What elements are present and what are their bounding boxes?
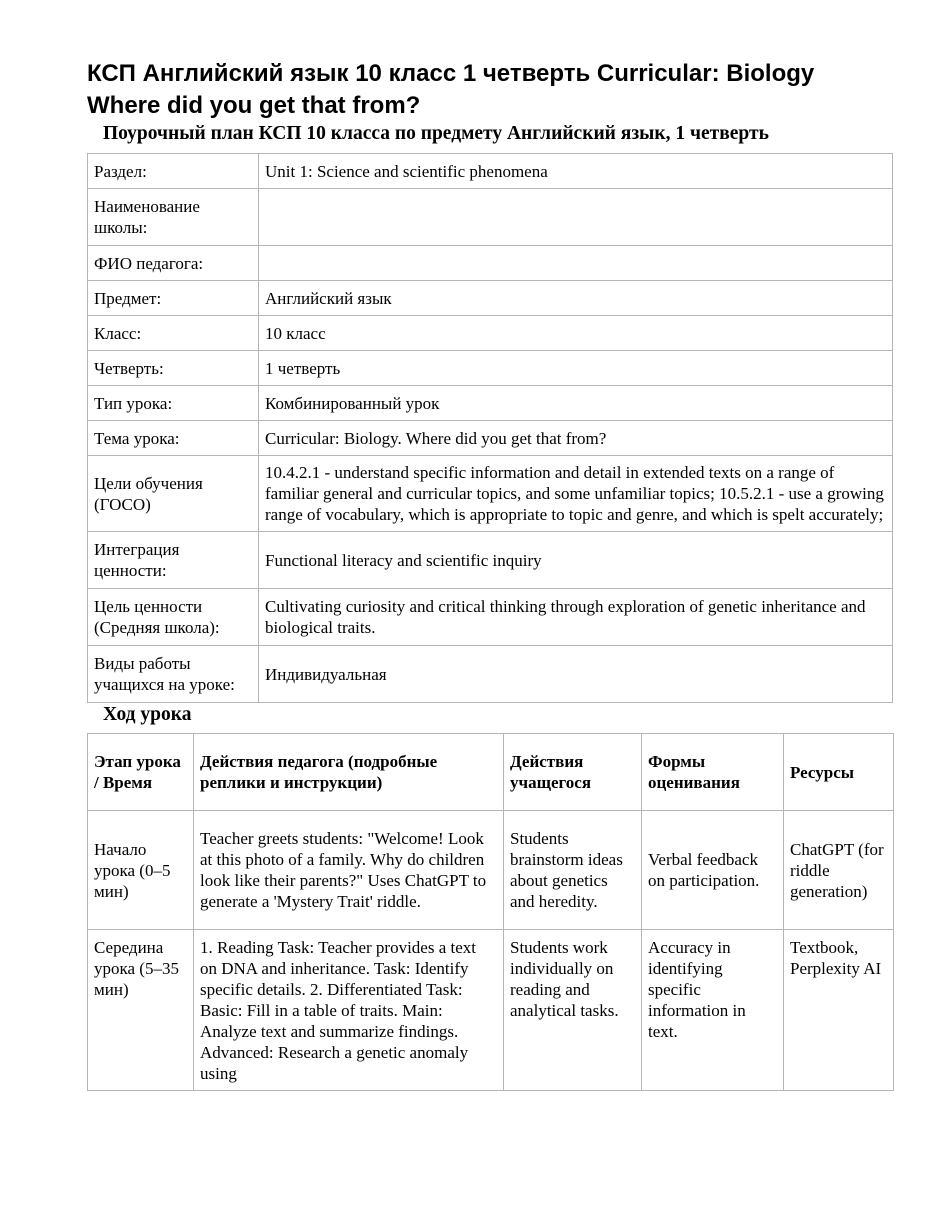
row-value: Индивидуальная [259,646,893,703]
row-label: Класс: [88,316,259,351]
row-value: 1 четверть [259,351,893,386]
document-page [87,58,893,1091]
row-label: Виды работы учащихся на уроке: [88,646,259,703]
row-value [259,246,893,281]
table-row [88,421,893,456]
row-value: Комбинированный урок [259,386,893,421]
assessment-cell: Verbal feedback on participation. [642,811,784,930]
assessment-cell: Accuracy in identifying specific information in text. [642,930,784,1091]
row-label: ФИО педагога: [88,246,259,281]
row-label: Раздел: [88,154,259,189]
lesson-info-table [87,153,893,703]
table-row [88,154,893,189]
table-row [88,316,893,351]
plan-heading: Поурочный план КСП 10 класса по предмету Английский язык, 1 четверть [103,123,769,144]
row-value [259,189,893,246]
row-label: Четверть: [88,351,259,386]
row-value: Английский язык [259,281,893,316]
column-header-stage: Этап урока / Время [88,734,194,811]
table-row [88,386,893,421]
document-title: КСП Английский язык 10 класс 1 четверть Curricular: Biology Where did you get that from? [87,60,815,119]
row-label: Цели обучения (ГОСО) [88,456,259,532]
column-header-teacher: Действия педагога (подробные реплики и инструкции) [194,734,504,811]
resources-cell: Textbook, Perplexity AI [784,930,894,1091]
table-row [88,646,893,703]
row-value: Curricular: Biology. Where did you get that from? [259,421,893,456]
stage-cell: Середина урока (5–35 мин) [88,930,194,1091]
table-row [88,246,893,281]
table-row [88,811,894,930]
lesson-course-table [87,733,894,1091]
column-header-resources: Ресурсы [784,734,894,811]
column-header-student: Действия учащегося [504,734,642,811]
row-value: Functional literacy and scientific inquiry [259,532,893,589]
table-row [88,532,893,589]
stage-cell: Начало урока (0–5 мин) [88,811,194,930]
course-heading: Ход урока [103,704,192,725]
row-label: Наименование школы: [88,189,259,246]
row-value: 10.4.2.1 - understand specific information and detail in extended texts on a range of familiar general and curricular topics, and some unfamiliar topics; 10.5.2.1 - use a growing range of vocabulary, which is appropriate to topic and genre, and which is spelt accurately; [259,456,893,532]
resources-cell: ChatGPT (for riddle generation) [784,811,894,930]
table-row [88,351,893,386]
row-label: Тип урока: [88,386,259,421]
column-header-assessment: Формы оценивания [642,734,784,811]
table-row [88,456,893,532]
row-value: Unit 1: Science and scientific phenomena [259,154,893,189]
row-label: Предмет: [88,281,259,316]
table-row [88,589,893,646]
row-value: 10 класс [259,316,893,351]
row-label: Интеграция ценности: [88,532,259,589]
teacher-actions-cell: Teacher greets students: "Welcome! Look at this photo of a family. Why do children look like their parents?" Uses ChatGPT to generate a 'Mystery Trait' riddle. [194,811,504,930]
student-actions-cell: Students brainstorm ideas about genetics and heredity. [504,811,642,930]
student-actions-cell: Students work individually on reading and analytical tasks. [504,930,642,1091]
teacher-actions-cell: 1. Reading Task: Teacher provides a text on DNA and inheritance. Task: Identify specific details. 2. Differentiated Task: Basic: Fill in a table of traits. Main: Analyze text and summarize findings. Advanced: Research a genetic anomaly using [194,930,504,1091]
row-label: Тема урока: [88,421,259,456]
table-header-row [88,734,894,811]
row-value: Cultivating curiosity and critical thinking through exploration of genetic inheritance and biological traits. [259,589,893,646]
table-row [88,189,893,246]
row-label: Цель ценности (Средняя школа): [88,589,259,646]
table-row [88,281,893,316]
table-row [88,930,894,1091]
